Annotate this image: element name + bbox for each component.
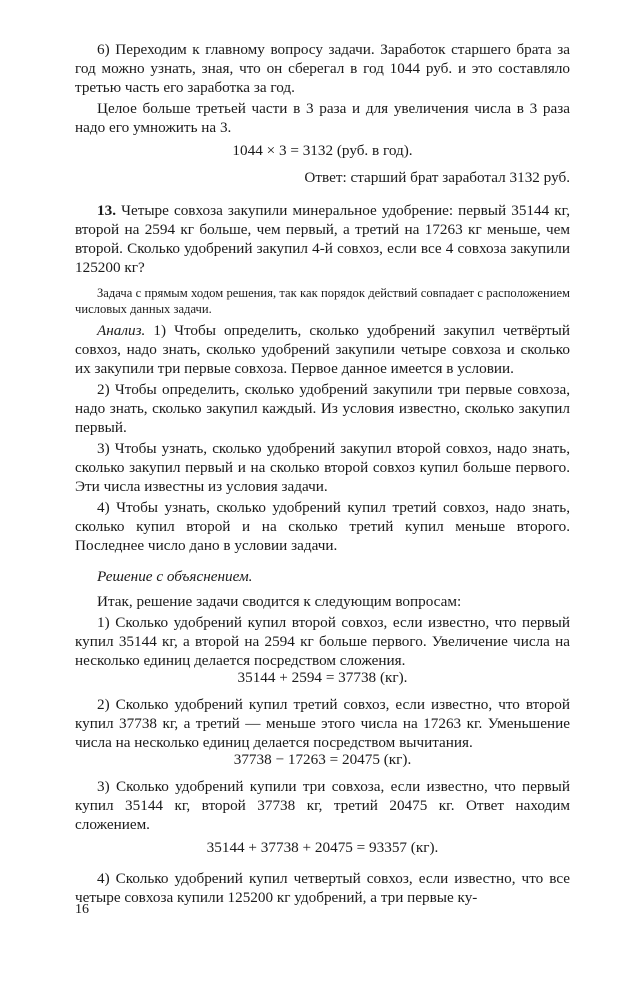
paragraph-step-6: 6) Переходим к главному вопросу задачи. Заработок старшего брата за год можно узнать, зная, что он сберегал в год 1044 руб. и это составляло третью часть его заработка за год.	[75, 41, 570, 96]
problem-number: 13.	[97, 202, 116, 219]
formula-addition-1: 35144 + 2594 = 37738 (кг).	[237, 669, 408, 686]
solution-step-3: 3) Сколько удобрений купили три совхоза, если известно, что первый купил 35144 кг, второй 37738 кг, третий 20475 кг. Ответ находим сложением.	[75, 778, 570, 833]
analysis-step-4: 4) Чтобы узнать, сколько удобрений купил третий совхоз, надо знать, сколько купил второй и на сколько третий купил меньше второго. Последнее число дано в условии задачи.	[75, 499, 570, 554]
solution-step-1: 1) Сколько удобрений купил второй совхоз, если известно, что первый купил 35144 кг, а второй на 2594 кг больше первого. Увеличение числа на несколько единиц делается посредством сложения.	[75, 614, 570, 669]
formula-subtraction: 37738 − 17263 = 20475 (кг).	[233, 751, 412, 768]
solution-step-2: 2) Сколько удобрений купил третий совхоз, если известно, что второй купил 37738 кг, а третий — меньше этого числа на 17263 кг. Уменьшение числа на несколько единиц делается посредством вычитания.	[75, 696, 570, 751]
formula-multiplication: 1044 × 3 = 3132 (руб. в год).	[232, 142, 413, 159]
analysis-step-1	[75, 321, 570, 378]
problem-text: Четыре совхоза закупили минеральное удобрение: первый 35144 кг, второй на 2594 кг больше, чем первый, а третий на 17263 кг меньше, чем второй. Сколько удобрений закупил 4-й совхоз, если все 4 совхоза закупили 125200 кг?	[75, 202, 570, 276]
paragraph-multiply-explanation: Целое больше третьей части в 3 раза и для увеличения числа в 3 раза надо его умножить на 3.	[75, 100, 570, 136]
note-direct-solution: Задача с прямым ходом решения, так как порядок действий совпадает с расположением числовых данных задачи.	[75, 286, 570, 316]
analysis-step-2: 2) Чтобы определить, сколько удобрений закупили три первые совхоза, надо знать, сколько закупил каждый. Из условия известно, сколько закупил первый.	[75, 381, 570, 436]
formula-addition-2: 35144 + 37738 + 20475 = 93357 (кг).	[206, 839, 439, 856]
answer-line: Ответ: старший брат заработал 3132 руб.	[304, 169, 570, 186]
page-number: 16	[75, 902, 89, 917]
analysis-label: Анализ.	[97, 322, 146, 339]
analysis-text: 1) Чтобы определить, сколько удобрений закупил четвёртый совхоз, надо знать, сколько удобрений закупили четыре совхоза и сколько их закупили три первые совхоза. Первое данное имеется в условии.	[75, 322, 570, 377]
solution-step-4: 4) Сколько удобрений купил четвертый совхоз, если известно, что все четыре совхоза купили 125200 кг удобрений, а три первые ку-	[75, 870, 570, 906]
solution-intro: Итак, решение задачи сводится к следующим вопросам:	[97, 593, 462, 610]
analysis-step-3: 3) Чтобы узнать, сколько удобрений закупил второй совхоз, надо знать, сколько закупил первый и на сколько второй совхоз купил больше первого. Эти числа известны из условия задачи.	[75, 440, 570, 495]
problem-13-statement	[75, 201, 570, 277]
solution-heading: Решение с объяснением.	[97, 568, 253, 585]
